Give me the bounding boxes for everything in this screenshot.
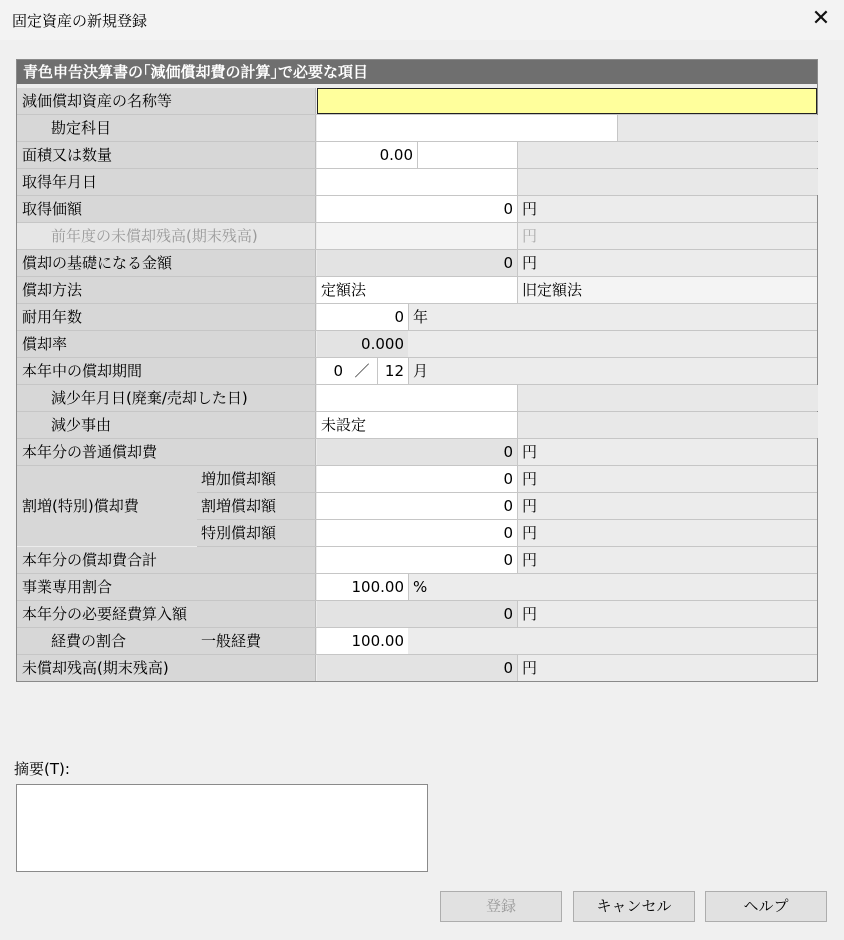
row-houhou <box>17 277 817 304</box>
kanjo-select[interactable] <box>317 115 617 141</box>
row-menseki <box>17 142 817 169</box>
row-jigyou <box>17 574 817 601</box>
yen-unit: 円 <box>517 196 537 222</box>
row-genshou-jiyu <box>17 412 817 439</box>
zennen-input <box>317 223 517 249</box>
help-button[interactable]: ヘルプ <box>705 891 827 922</box>
asset-name-input[interactable] <box>317 88 817 114</box>
tokubetsu-label: 特別償却額 <box>197 520 316 546</box>
row-kiso <box>17 250 817 277</box>
kikan-separator: ／ <box>347 358 377 384</box>
goukei-value: 0 <box>317 547 517 573</box>
zouka-label: 増加償却額 <box>197 466 316 492</box>
percent-unit: % <box>408 574 427 600</box>
row-shutoku-date <box>17 169 817 196</box>
zennen-label: 前年度の未償却残高(期末残高) <box>17 223 316 249</box>
kanjo-label: 勘定科目 <box>17 115 316 141</box>
row-ritsu <box>17 331 817 358</box>
futsuu-label: 本年分の普通償却費 <box>17 439 316 465</box>
row-shutoku-kagaku <box>17 196 817 223</box>
row-futsuu <box>17 439 817 466</box>
keihi-label: 経費の割合 <box>17 628 197 654</box>
keihi-input[interactable]: 100.00 <box>317 628 408 654</box>
keihi-sublabel: 一般経費 <box>197 628 316 654</box>
close-icon[interactable]: ✕ <box>811 6 831 31</box>
houhou-select[interactable]: 定額法 <box>317 277 517 303</box>
tokubetsu-input[interactable]: 0 <box>317 520 517 546</box>
yen-unit: 円 <box>517 655 537 681</box>
yen-unit: 円 <box>517 250 537 276</box>
depreciation-group <box>16 59 818 682</box>
kikan-months-input[interactable]: 0 <box>317 358 347 384</box>
hitsuyou-label: 本年分の必要経費算入額 <box>17 601 316 627</box>
genshou-date-label: 減少年月日(廃棄/売却した日) <box>17 385 316 411</box>
row-keihi <box>17 628 817 655</box>
year-unit: 年 <box>408 304 428 330</box>
row-hitsuyou <box>17 601 817 628</box>
ritsu-value: 0.000 <box>317 331 408 357</box>
shutoku-kagaku-input[interactable]: 0 <box>317 196 517 222</box>
jigyou-input[interactable]: 100.00 <box>317 574 408 600</box>
yen-unit: 円 <box>517 520 537 546</box>
futsuu-value: 0 <box>317 439 517 465</box>
jigyou-label: 事業専用割合 <box>17 574 316 600</box>
row-tokubetsu <box>197 520 817 547</box>
taiyou-input[interactable]: 0 <box>317 304 408 330</box>
kikan-total-months: 12 <box>377 358 408 384</box>
row-taiyou <box>17 304 817 331</box>
shutoku-kagaku-label: 取得価額 <box>17 196 316 222</box>
row-mishoukyaku <box>17 655 817 682</box>
tekiyo-label: 摘要(T): <box>14 760 70 778</box>
group-header: 青色申告決算書の｢減価償却費の計算｣で必要な項目 <box>17 60 817 84</box>
title-bar <box>0 0 844 40</box>
row-warimashi-gaku <box>197 493 817 520</box>
mishoukyaku-label: 未償却残高(期末残高) <box>17 655 316 681</box>
yen-unit: 円 <box>517 601 537 627</box>
menseki-label: 面積又は数量 <box>17 142 316 168</box>
houhou-label: 償却方法 <box>17 277 316 303</box>
register-button[interactable]: 登録 <box>440 891 562 922</box>
kiso-value: 0 <box>317 250 517 276</box>
yen-unit: 円 <box>517 223 537 249</box>
kikan-label: 本年中の償却期間 <box>17 358 316 384</box>
yen-unit: 円 <box>517 466 537 492</box>
warimashi-gaku-label: 割増償却額 <box>197 493 316 519</box>
taiyou-label: 耐用年数 <box>17 304 316 330</box>
mishoukyaku-value: 0 <box>317 655 517 681</box>
warimashi-label: 割増(特別)償却費 <box>17 466 197 546</box>
cancel-button[interactable]: キャンセル <box>573 891 695 922</box>
row-kikan <box>17 358 817 385</box>
yen-unit: 円 <box>517 439 537 465</box>
zouka-input[interactable]: 0 <box>317 466 517 492</box>
row-kanjo <box>17 115 817 142</box>
yen-unit: 円 <box>517 547 537 573</box>
name-label: 減価償却資産の名称等 <box>17 88 316 114</box>
shutoku-date-label: 取得年月日 <box>17 169 316 195</box>
yen-unit: 円 <box>517 493 537 519</box>
goukei-label: 本年分の償却費合計 <box>17 547 316 573</box>
row-goukei <box>17 547 817 574</box>
genshou-jiyu-label: 減少事由 <box>17 412 316 438</box>
kiso-label: 償却の基礎になる金額 <box>17 250 316 276</box>
tekiyo-textarea[interactable] <box>16 784 428 872</box>
genshou-date-input[interactable] <box>317 385 517 411</box>
genshou-jiyu-select[interactable]: 未設定 <box>317 412 517 438</box>
row-name <box>17 88 817 115</box>
window-title: 固定資産の新規登録 <box>12 12 148 30</box>
houhou-old-method: 旧定額法 <box>517 277 817 303</box>
ritsu-label: 償却率 <box>17 331 316 357</box>
row-zennen <box>17 223 817 250</box>
menseki-input[interactable]: 0.00 <box>317 142 417 168</box>
hitsuyou-value: 0 <box>317 601 517 627</box>
row-zouka <box>197 466 817 493</box>
shutoku-date-input[interactable] <box>317 169 517 195</box>
month-unit: 月 <box>408 358 428 384</box>
warimashi-gaku-input[interactable]: 0 <box>317 493 517 519</box>
row-genshou-date <box>17 385 817 412</box>
